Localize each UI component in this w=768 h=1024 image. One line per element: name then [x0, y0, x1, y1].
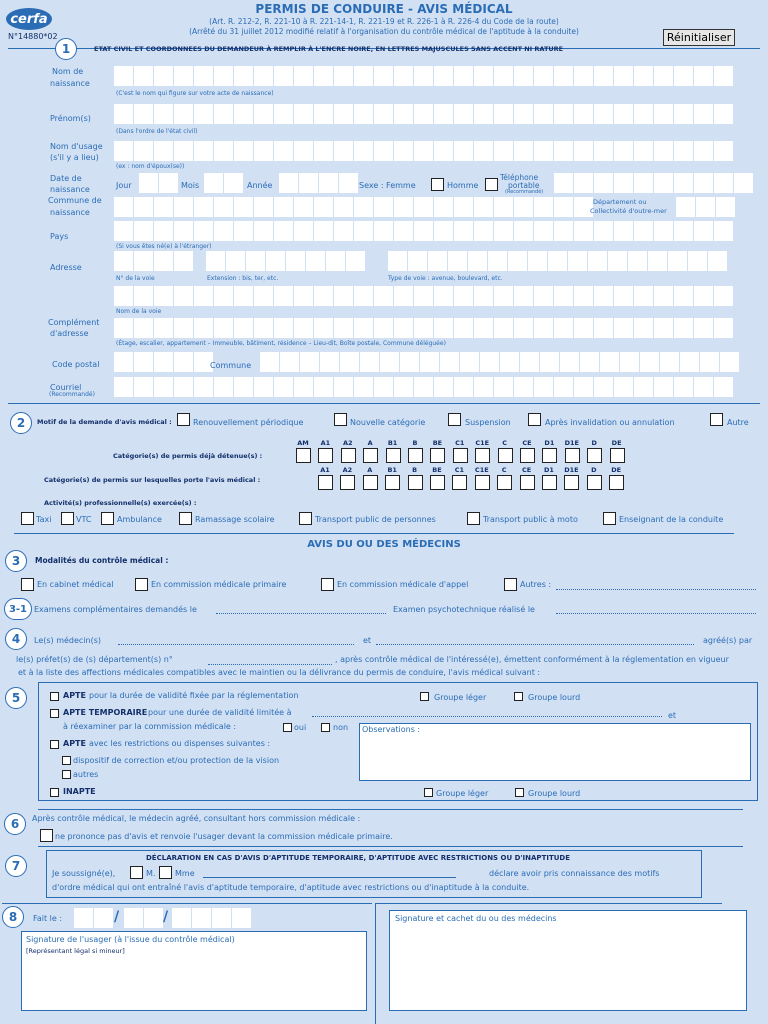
telephone-field[interactable] — [554, 173, 754, 193]
transport-moto-checkbox[interactable] — [467, 512, 480, 525]
commune-naissance-field[interactable] — [114, 197, 594, 217]
commission-appel-checkbox[interactable] — [321, 578, 334, 591]
divider — [376, 903, 722, 904]
nouvelle-categorie-label: Nouvelle catégorie — [350, 418, 426, 427]
commune-field[interactable] — [260, 352, 740, 372]
detenue-c1-label: C1 — [455, 439, 465, 447]
declaration-text: d'ordre médical qui ont entraîné l'avis d'aptitude temporaire, d'aptitude avec restrictions ou d'inaptitude à la conduite. — [52, 883, 530, 892]
signature-usager-label: Signature de l'usager (à l'issue du contrôle médical) — [26, 935, 235, 944]
date-separator: / — [163, 909, 169, 925]
detenue-b1-checkbox[interactable] — [386, 448, 401, 463]
apte-groupe-lourd-checkbox[interactable] — [514, 692, 523, 701]
detenue-a1-label: A1 — [320, 439, 331, 447]
section-5-badge: 5 — [5, 687, 27, 709]
detenue-b-checkbox[interactable] — [408, 448, 423, 463]
apte-checkbox[interactable] — [50, 692, 59, 701]
examens-date-field[interactable] — [216, 613, 386, 614]
prenom-hint: (Dans l'ordre de l'état civil) — [116, 128, 198, 135]
autres-restrictions-checkbox[interactable] — [62, 770, 71, 779]
apte-temporaire-bold-label: APTE TEMPORAIRE — [63, 708, 148, 717]
sexe-label: Sexe : Femme — [359, 181, 416, 190]
invalidation-checkbox[interactable] — [528, 413, 541, 426]
nom-voie-hint: Nom de la voie — [116, 308, 162, 315]
code-postal-label: Code postal — [52, 360, 100, 369]
avis-a-checkbox[interactable] — [363, 475, 378, 490]
annee-label: Année — [247, 181, 273, 190]
psycho-label: Examen psychotechnique réalisé le — [393, 605, 535, 614]
soussigne-label: Je soussigné(e), — [52, 869, 116, 878]
reexam-non-checkbox[interactable] — [321, 723, 330, 732]
pays-hint: (Si vous êtes né(e) à l'étranger) — [116, 243, 212, 250]
page-title: PERMIS DE CONDUIRE - AVIS MÉDICAL — [255, 2, 513, 16]
section-6-text: Après contrôle médical, le médecin agréé, consultant hors commission médicale : — [32, 814, 361, 823]
avis-ce-checkbox[interactable] — [520, 475, 535, 490]
detenue-de-checkbox[interactable] — [610, 448, 625, 463]
departement-numero-field[interactable] — [208, 664, 332, 665]
transport-personnes-checkbox[interactable] — [299, 512, 312, 525]
code-postal-field[interactable] — [114, 352, 214, 372]
telephone-label: Téléphone — [500, 173, 539, 182]
commission-primaire-checkbox[interactable] — [135, 578, 148, 591]
section-3-badge: 3 — [5, 550, 27, 572]
avis-d1-checkbox[interactable] — [542, 475, 557, 490]
reexam-non-label: non — [333, 723, 349, 732]
telephone-label-2: portable — [508, 181, 540, 190]
autre-motif-label: Autre — [727, 418, 749, 427]
avis-c1e-checkbox[interactable] — [475, 475, 490, 490]
detenue-ce-label: CE — [522, 439, 532, 447]
motif-label: Motif de la demande d'avis médical : — [37, 418, 172, 426]
agrees-label: agréé(s) par — [703, 636, 753, 645]
detenue-be-checkbox[interactable] — [430, 448, 445, 463]
ramassage-checkbox[interactable] — [179, 512, 192, 525]
commune-naissance-label-2: naissance — [50, 208, 90, 217]
declaration-title: DÉCLARATION EN CAS D'AVIS D'APTITUDE TEMPORAIRE, D'APTITUDE AVEC RESTRICTIONS OU D'INAPTITUDE — [146, 854, 570, 862]
numero-voie-hint: N° de la voie — [116, 275, 155, 282]
autres-restrictions-label: autres — [73, 770, 99, 779]
detenue-b1-label: B1 — [387, 439, 398, 447]
apte-temporaire-checkbox[interactable] — [50, 709, 59, 718]
section-4-badge: 4 — [5, 628, 27, 650]
avis-a2-label: A2 — [342, 466, 353, 474]
nom-naissance-field[interactable] — [114, 66, 734, 86]
suspension-label: Suspension — [465, 418, 511, 427]
detenue-d1e-label: D1E — [564, 439, 579, 447]
declare-label: déclare avoir pris connaissance des motifs — [489, 869, 660, 878]
date-label-2: naissance — [50, 185, 90, 194]
avis-be-label: BE — [432, 466, 442, 474]
telephone-hint: (Recommandé) — [505, 189, 544, 195]
detenue-ce-checkbox[interactable] — [520, 448, 535, 463]
modalites-label: Modalités du contrôle médical : — [35, 556, 169, 565]
extension-field[interactable] — [206, 251, 366, 271]
fait-jour-field[interactable] — [74, 908, 114, 928]
autres-modalite-checkbox[interactable] — [504, 578, 517, 591]
dispositif-checkbox[interactable] — [62, 756, 71, 765]
numero-voie-field[interactable] — [114, 251, 194, 271]
sans-avis-label: ne prononce pas d'avis et renvoie l'usager devant la commission médicale primaire. — [55, 832, 393, 841]
avis-c1-label: C1 — [454, 466, 465, 474]
courriel-field[interactable] — [114, 377, 734, 397]
avis-b-checkbox[interactable] — [408, 475, 423, 490]
et-temporaire-label: et — [668, 711, 677, 720]
type-voie-field[interactable] — [388, 251, 728, 271]
usage-label: Nom d'usage — [50, 142, 103, 151]
avis-title: AVIS DU OU DES MÉDECINS — [307, 539, 461, 550]
divider — [38, 846, 743, 847]
renouvellement-label: Renouvellement périodique — [193, 418, 304, 427]
avis-a2-checkbox[interactable] — [340, 475, 355, 490]
detenue-be-label: BE — [432, 439, 443, 447]
commission-primaire-label: En commission médicale primaire — [151, 580, 287, 589]
divider — [14, 533, 734, 534]
detenue-d-checkbox[interactable] — [587, 448, 602, 463]
avis-d-checkbox[interactable] — [587, 475, 602, 490]
avis-be-checkbox[interactable] — [430, 475, 445, 490]
avis-d-label: D — [591, 466, 597, 474]
psycho-date-field[interactable] — [556, 613, 756, 614]
apte-groupe-lourd-label: Groupe lourd — [528, 693, 581, 702]
enseignant-checkbox[interactable] — [603, 512, 616, 525]
fait-le-label: Fait le : — [33, 914, 63, 923]
detenue-c1e-checkbox[interactable] — [475, 448, 490, 463]
detenue-a2-label: A2 — [343, 439, 353, 447]
fait-mois-field[interactable] — [124, 908, 164, 928]
apres-controle-label: , après contrôle médical de l'intéressé(e), émettent conformément à la réglementation en vigueur — [335, 655, 729, 664]
monsieur-label: M. — [146, 869, 156, 878]
nom-hint: (C'est le nom qui figure sur votre acte de naissance) — [116, 90, 274, 97]
autres-modalite-field[interactable] — [556, 589, 756, 590]
detenue-d-label: D — [591, 439, 597, 447]
et-label: et — [363, 636, 372, 645]
avis-ce-label: CE — [521, 466, 532, 474]
medecin2-field[interactable] — [376, 644, 694, 645]
divider — [38, 809, 743, 810]
complement-field[interactable] — [114, 318, 734, 338]
reexam-oui-checkbox[interactable] — [283, 723, 292, 732]
soussigne-name-field[interactable] — [203, 877, 456, 878]
annee-field[interactable] — [279, 173, 359, 193]
section-6-badge: 6 — [4, 813, 26, 835]
monsieur-checkbox[interactable] — [130, 866, 143, 879]
detenue-d1-label: D1 — [544, 439, 555, 447]
departement-field[interactable] — [676, 197, 736, 217]
avis-c1e-label: C1E — [474, 466, 489, 474]
examens-label: Examens complémentaires demandés le — [34, 605, 197, 614]
avis-c-checkbox[interactable] — [497, 475, 512, 490]
inapte-groupe-leger-label: Groupe léger — [436, 789, 489, 798]
apte-groupe-leger-checkbox[interactable] — [420, 692, 429, 701]
section-1-title: ETAT CIVIL ET COORDONNEES DU DEMANDEUR À REMPLIR À L'ENCRE NOIRE, EN LETTRES MAJUSCULES SANS ACCENT NI RATURE — [94, 45, 564, 53]
vtc-checkbox[interactable] — [61, 512, 74, 525]
detenue-c1-checkbox[interactable] — [453, 448, 468, 463]
complement-label: Complément — [48, 318, 100, 327]
taxi-checkbox[interactable] — [21, 512, 34, 525]
detenue-am-checkbox[interactable] — [296, 448, 311, 463]
courriel-label: Courriel — [50, 383, 82, 392]
nom-label: Nom de — [52, 67, 84, 76]
section-7-badge: 7 — [5, 855, 27, 877]
apte-groupe-leger-label: Groupe léger — [434, 693, 487, 702]
liste-affections-label: et à la liste des affections médicales compatibles avec le maintien ou la délivrance du permis de conduire, l'avis médical suivant : — [18, 668, 541, 677]
form-number: N°14880*02 — [8, 32, 58, 41]
avis-b-label: B — [412, 466, 418, 474]
avis-c-label: C — [501, 466, 507, 474]
avis-a1-checkbox[interactable] — [318, 475, 333, 490]
detenue-b-label: B — [412, 439, 418, 447]
prenom-label: Prénom(s) — [50, 114, 91, 123]
reexam-oui-label: oui — [294, 723, 307, 732]
apte-restrictions-label: avec les restrictions ou dispenses suivantes : — [89, 739, 271, 748]
usage-hint: (ex : nom d'époux(se)) — [116, 163, 185, 170]
apte-restrictions-checkbox[interactable] — [50, 740, 59, 749]
sans-avis-checkbox[interactable] — [40, 829, 53, 842]
divider — [8, 403, 760, 404]
renouvellement-checkbox[interactable] — [177, 413, 190, 426]
medecin1-field[interactable] — [118, 644, 354, 645]
divider — [2, 903, 372, 904]
commune-naissance-label: Commune de — [48, 196, 102, 205]
date-separator: / — [114, 909, 120, 925]
detenue-d1e-checkbox[interactable] — [565, 448, 580, 463]
autres-modalite-label: Autres : — [520, 580, 552, 589]
taxi-label: Taxi — [36, 515, 52, 524]
detenue-de-label: DE — [611, 439, 622, 447]
ambulance-label: Ambulance — [117, 515, 162, 524]
inapte-groupe-lourd-checkbox[interactable] — [515, 788, 524, 797]
madame-label: Mme — [175, 869, 195, 878]
type-voie-hint: Type de voie : avenue, boulevard, etc. — [388, 275, 503, 282]
activites-label: Activité(s) professionnelle(s) exercée(s) : — [44, 499, 197, 507]
transport-moto-label: Transport public à moto — [483, 515, 578, 524]
jour-field[interactable] — [139, 173, 179, 193]
inapte-groupe-lourd-label: Groupe lourd — [528, 789, 581, 798]
enseignant-label: Enseignant de la conduite — [619, 515, 724, 524]
cerfa-logo: cerfa — [6, 8, 52, 30]
apte-restrictions-bold-label: APTE — [63, 739, 86, 748]
pays-label: Pays — [50, 232, 69, 241]
section-3-1-badge: 3-1 — [4, 598, 32, 620]
signature-medecins-field[interactable] — [389, 910, 747, 1011]
section-1-badge: 1 — [55, 38, 77, 60]
commune-label: Commune — [210, 361, 252, 370]
homme-label: Homme — [447, 181, 479, 190]
departement-label: Département ou — [593, 198, 647, 206]
transport-personnes-label: Transport public de personnes — [315, 515, 436, 524]
detenue-a1-checkbox[interactable] — [318, 448, 333, 463]
avis-d1-label: D1 — [544, 466, 554, 474]
cabinet-checkbox[interactable] — [21, 578, 34, 591]
inapte-groupe-leger-checkbox[interactable] — [424, 788, 433, 797]
prefet-label: le(s) préfet(s) de (s) département(s) n° — [16, 655, 173, 664]
madame-checkbox[interactable] — [159, 866, 172, 879]
section-8-badge: 8 — [2, 906, 24, 928]
suspension-checkbox[interactable] — [448, 413, 461, 426]
invalidation-label: Après invalidation ou annulation — [545, 418, 675, 427]
ramassage-label: Ramassage scolaire — [195, 515, 275, 524]
nom-voie-field[interactable] — [114, 286, 734, 306]
detenue-c-label: C — [502, 439, 507, 447]
avis-a1-label: A1 — [320, 466, 330, 474]
adresse-label: Adresse — [50, 263, 82, 272]
reexaminer-label: à réexaminer par la commission médicale : — [63, 722, 237, 731]
detenue-c-checkbox[interactable] — [498, 448, 513, 463]
avis-c1-checkbox[interactable] — [452, 475, 467, 490]
inapte-label: INAPTE — [63, 787, 96, 796]
categories-avis-label: Catégorie(s) de permis sur lesquelles porte l'avis médical : — [44, 476, 261, 484]
signature-medecins-label: Signature et cachet du ou des médecins — [395, 914, 557, 923]
apte-label: pour la durée de validité fixée par la réglementation — [89, 691, 299, 700]
jour-label: Jour — [116, 181, 132, 190]
date-label: Date de — [50, 174, 82, 183]
apte-temporaire-label: pour une durée de validité limitée à — [148, 708, 292, 717]
observations-label: Observations : — [362, 725, 421, 734]
legal-reference: (Art. R. 212-2, R. 221-10 à R. 221-14-1, R. 221-19 et R. 226-1 à R. 226-4 du Code de la route) — [209, 17, 559, 26]
detenue-c1e-label: C1E — [475, 439, 490, 447]
vtc-label: VTC — [76, 515, 92, 524]
avis-de-checkbox[interactable] — [609, 475, 624, 490]
ambulance-checkbox[interactable] — [101, 512, 114, 525]
complement-hint: (Étage, escalier, appartement – Immeuble, bâtiment, résidence – Lieu-dit, Boîte postale, Commune déléguée) — [116, 340, 446, 347]
detenue-am-label: AM — [297, 439, 309, 447]
nom-label-2: naissance — [50, 79, 90, 88]
avis-b1-label: B1 — [387, 466, 397, 474]
fait-annee-field[interactable] — [172, 908, 252, 928]
pays-field[interactable] — [114, 221, 734, 241]
cabinet-label: En cabinet médical — [37, 580, 114, 589]
section-2-badge: 2 — [10, 412, 32, 434]
autre-motif-checkbox[interactable] — [710, 413, 723, 426]
avis-b1-checkbox[interactable] — [385, 475, 400, 490]
avis-a-label: A — [367, 466, 373, 474]
mois-label: Mois — [181, 181, 200, 190]
apte-bold-label: APTE — [63, 691, 86, 700]
avis-d1e-checkbox[interactable] — [564, 475, 579, 490]
avis-de-label: DE — [611, 466, 622, 474]
courriel-hint: (Recommandé) — [49, 391, 95, 398]
nouvelle-categorie-checkbox[interactable] — [334, 413, 347, 426]
vertical-divider — [375, 903, 376, 1024]
medecins-label: Le(s) médecin(s) — [34, 636, 102, 645]
prenom-field[interactable] — [114, 104, 734, 124]
extension-hint: Extension : bis, ter, etc. — [207, 275, 279, 282]
representant-label: [Représentant légal si mineur] — [26, 947, 125, 955]
nom-usage-field[interactable] — [114, 141, 734, 161]
detenue-a2-checkbox[interactable] — [341, 448, 356, 463]
mois-field[interactable] — [204, 173, 244, 193]
complement-label-2: d'adresse — [50, 329, 89, 338]
femme-checkbox[interactable] — [431, 178, 444, 191]
inapte-checkbox[interactable] — [50, 788, 59, 797]
commission-appel-label: En commission médicale d'appel — [337, 580, 469, 589]
detenue-d1-checkbox[interactable] — [542, 448, 557, 463]
detenue-a-label: A — [367, 439, 373, 447]
usage-label-2: (s'il y a lieu) — [50, 153, 99, 162]
dispositif-label: dispositif de correction et/ou protection de la vision — [73, 756, 280, 765]
homme-checkbox[interactable] — [485, 178, 498, 191]
reset-button[interactable]: Réinitialiser — [663, 29, 735, 46]
arrete-reference: (Arrêté du 31 juillet 2012 modifié relatif à l'organisation du contrôle médical de l'aptitude à la conduite) — [189, 27, 579, 36]
departement-label-2: Collectivité d'outre-mer — [590, 207, 667, 215]
categories-detenues-label: Catégorie(s) de permis déjà détenue(s) : — [113, 452, 263, 460]
avis-d1e-label: D1E — [564, 466, 579, 474]
duree-validite-field[interactable] — [312, 716, 662, 717]
detenue-a-checkbox[interactable] — [363, 448, 378, 463]
